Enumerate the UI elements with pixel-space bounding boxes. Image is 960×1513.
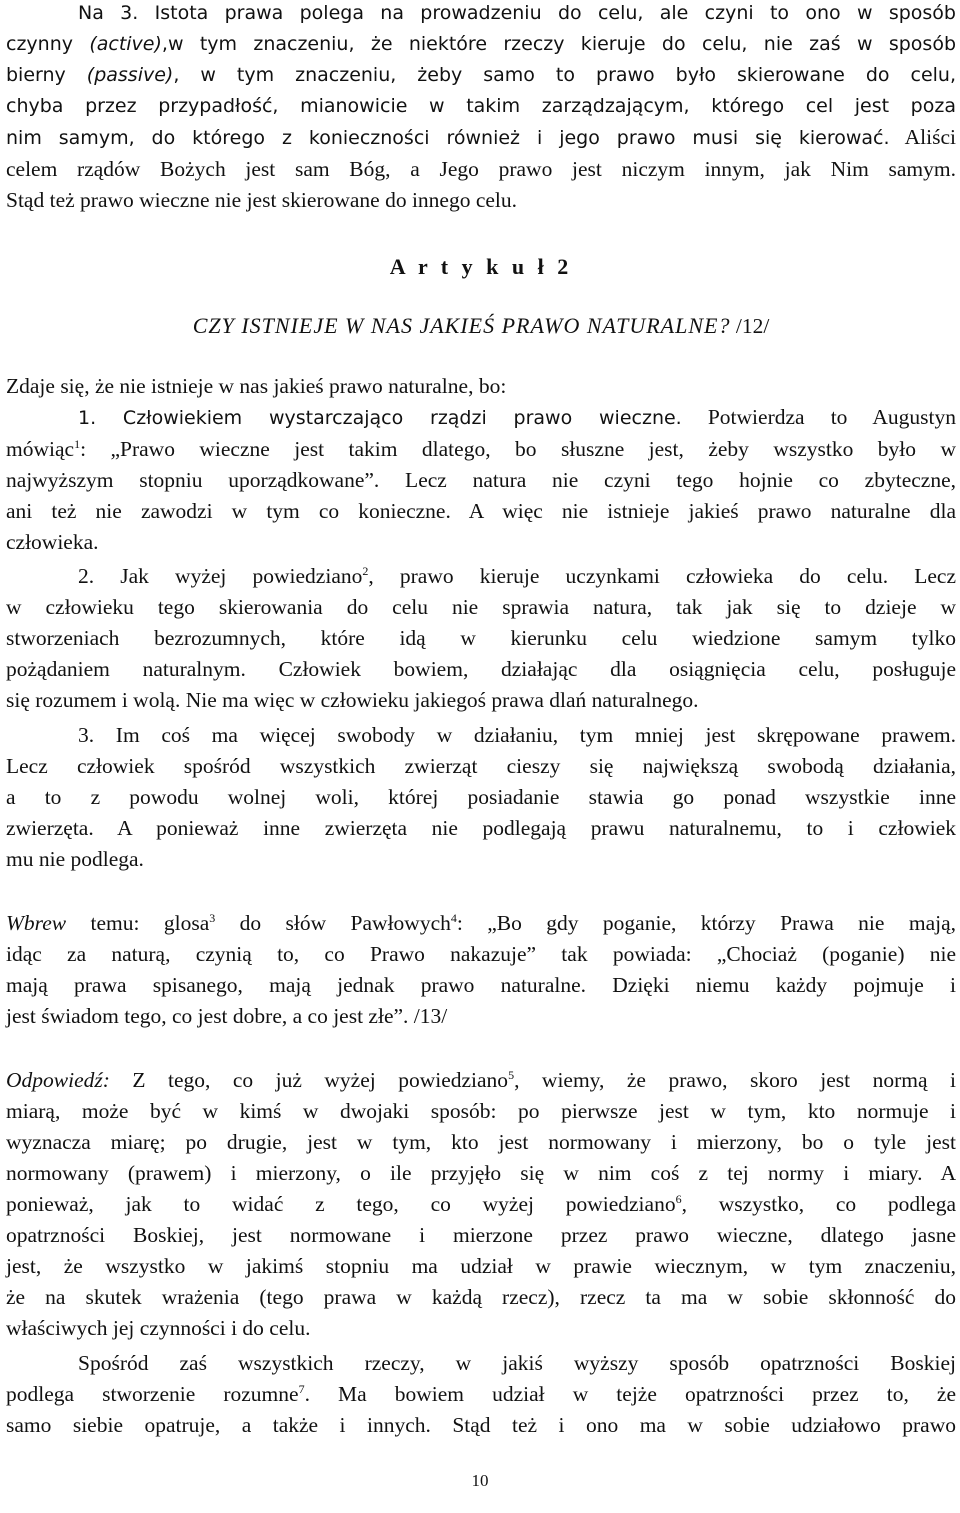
text-line: Stąd też prawo wieczne nie jest skierowane do innego celu.	[6, 188, 518, 212]
footnote-ref: 4	[450, 910, 457, 925]
latin-term-active: (active)	[89, 33, 162, 55]
text-line: mówiąc$^1$: „Prawo wieczne jest takim dlatego, bo słuszne jest, żeby wszystko było w	[6, 436, 956, 461]
text-line: czynny (active),w tym znaczeniu, że niektóre rzeczy kieruje do celu, nie zaś w sposób	[6, 33, 957, 55]
text-line: miarą, może być w kimś w dwojaki sposób: po pierwsze jest w tym, kto normuje i	[6, 1099, 956, 1123]
objection-1	[6, 402, 956, 558]
text-line: jest, że wszystko w jakimś stopniu ma udział w prawie wiecznym, w tym znaczeniu,	[6, 1254, 956, 1278]
reply-objection-3	[6, 0, 956, 216]
question-title: CZY ISTNIEJE W NAS JAKIEŚ PRAWO NATURALNE?	[192, 313, 731, 338]
text-line: samo siebie opatruje, a także i innych. Stąd też i ono ma w sobie udziałowo prawo	[6, 1413, 956, 1437]
text-line: podlega stworzenie rozumne$^7$. Ma bowiem udział w tejże opatrzności przez to, że	[6, 1381, 956, 1406]
text-line: Odpowiedź: Z tego, co już wyżej powiedziano$^5$, wiemy, że prawo, skoro jest normą i	[6, 1067, 956, 1092]
footnote-ref: 7	[298, 1381, 305, 1396]
article-question	[6, 310, 956, 342]
footnote-ref: 1	[74, 436, 81, 451]
text-line: Na 3. Istota prawa polega na prowadzeniu do celu, ale czyni to ono w sposób	[78, 2, 956, 24]
text-line: w człowieku tego skierowania do celu nie sprawia natura, tak jak się to dzieje w	[6, 595, 956, 619]
text-line: 1. Człowiekiem wystarczająco rządzi prawo wieczne. Potwierdza to Augustyn	[78, 405, 956, 429]
text-line: 2. Jak wyżej powiedziano$^2$, prawo kieruje uczynkami człowieka do celu. Lecz	[78, 563, 956, 588]
text-line: zwierzęta. A ponieważ inne zwierzęta nie podlegają prawu naturalnemu, to i człowiek	[6, 816, 956, 840]
text-line: mają prawa spisanego, mają jednak prawo naturalne. Dzięki niemu każdy pojmuje i	[6, 973, 956, 997]
text-line: Wbrew temu: glosa$^3$ do słów Pawłowych$^4$: „Bo gdy poganie, którzy Prawa nie mają,	[6, 910, 957, 935]
article-heading: A r t y k u ł 2	[389, 254, 573, 279]
footnote-ref: 5	[508, 1067, 515, 1082]
respondeo	[6, 1065, 956, 1344]
footnote-ref: 3	[209, 910, 216, 925]
text-line: wyznacza miarę; po drugie, jest w tym, kto jest normowany i mierzony, bo o tyle jest	[6, 1130, 956, 1154]
footnote-ref: 6	[675, 1191, 682, 1206]
sed-contra-label: Wbrew	[6, 911, 67, 935]
text-line: celem rządów Bożych jest sam Bóg, a Jego prawo jest niczym innym, jak Nim samym.	[6, 157, 956, 181]
text-line: idąc za naturą, czynią to, co Prawo nakazuje” tak powiada: „Chociaż (poganie) nie	[6, 942, 956, 966]
page-reference: /12/	[730, 314, 770, 338]
text-line: ponieważ, jak to widać z tego, co wyżej powiedziano$^6$, wszystko, co podlega	[6, 1191, 956, 1216]
page-number: 10	[471, 1471, 489, 1490]
respondeo-label: Odpowiedź:	[6, 1068, 110, 1092]
text-line: że na skutek wrażenia (tego prawa w każdą rzecz), rzecz ta ma w sobie skłonność do	[6, 1285, 956, 1309]
text-line: się rozumem i wolą. Nie ma więc w człowieku jakiegoś prawa dlań naturalnego.	[6, 688, 699, 712]
text-line: jest świadom tego, co jest dobre, a co jest złe”. /13/	[6, 1004, 448, 1028]
text-line: Lecz człowiek spośród wszystkich zwierząt cieszy się największą swobodą działania,	[6, 754, 956, 778]
text-line: najwyższym stopniu uporządkowane”. Lecz natura nie czyni tego hojnie co zbyteczne,	[6, 468, 956, 492]
objection-2	[6, 561, 956, 716]
text-line: bierny (passive), w tym znaczeniu, żeby samo to prawo było skierowane do celu,	[6, 64, 956, 86]
text-line: 3. Im coś ma więcej swobody w działaniu, tym mniej jest skrępowane prawem.	[78, 723, 956, 747]
text-line: a to z powodu wolnej woli, której posiadanie stawia go ponad wszystkie inne	[6, 785, 956, 809]
text-line: chyba przez przypadłość, mianowicie w takim zarządzającym, którego cel jest poza	[6, 95, 956, 117]
text-line: nim samym, do którego z konieczności również i jego prawo musi się kierować. Aliści	[6, 125, 956, 149]
respondeo-paragraph-2	[6, 1348, 956, 1441]
text-line: Spośród zaś wszystkich rzeczy, w jakiś wyższy sposób opatrzności Boskiej	[78, 1351, 956, 1375]
footnote-ref: 2	[362, 563, 369, 578]
text-line: właściwych jej czynności i do celu.	[6, 1316, 311, 1340]
text-line: człowieka.	[6, 530, 99, 554]
objections-intro: Zdaje się, że nie istnieje w nas jakieś prawo naturalne, bo:	[6, 374, 507, 398]
text-line: stworzeniach bezrozumnych, które idą w kierunku celu wiedzione samym tylko	[6, 626, 956, 650]
objection-3	[6, 720, 956, 875]
sed-contra	[6, 908, 956, 1032]
text-line: opatrzności Boskiej, jest normowane i mierzone przez prawo wieczne, dlatego jasne	[6, 1223, 956, 1247]
text-line: pożądaniem naturalnym. Człowiek bowiem, działając dla osiągnięcia celu, posługuje	[6, 657, 956, 681]
text-line: normowany (prawem) i mierzony, o ile przyjęło się w nim coś z tej normy i miary. A	[6, 1161, 956, 1185]
text-line: mu nie podlega.	[6, 847, 144, 871]
text-line: ani też nie zawodzi w tym co konieczne. A więc nie istnieje jakieś prawo naturalne dla	[6, 499, 956, 523]
latin-term-passive: (passive)	[86, 64, 174, 86]
